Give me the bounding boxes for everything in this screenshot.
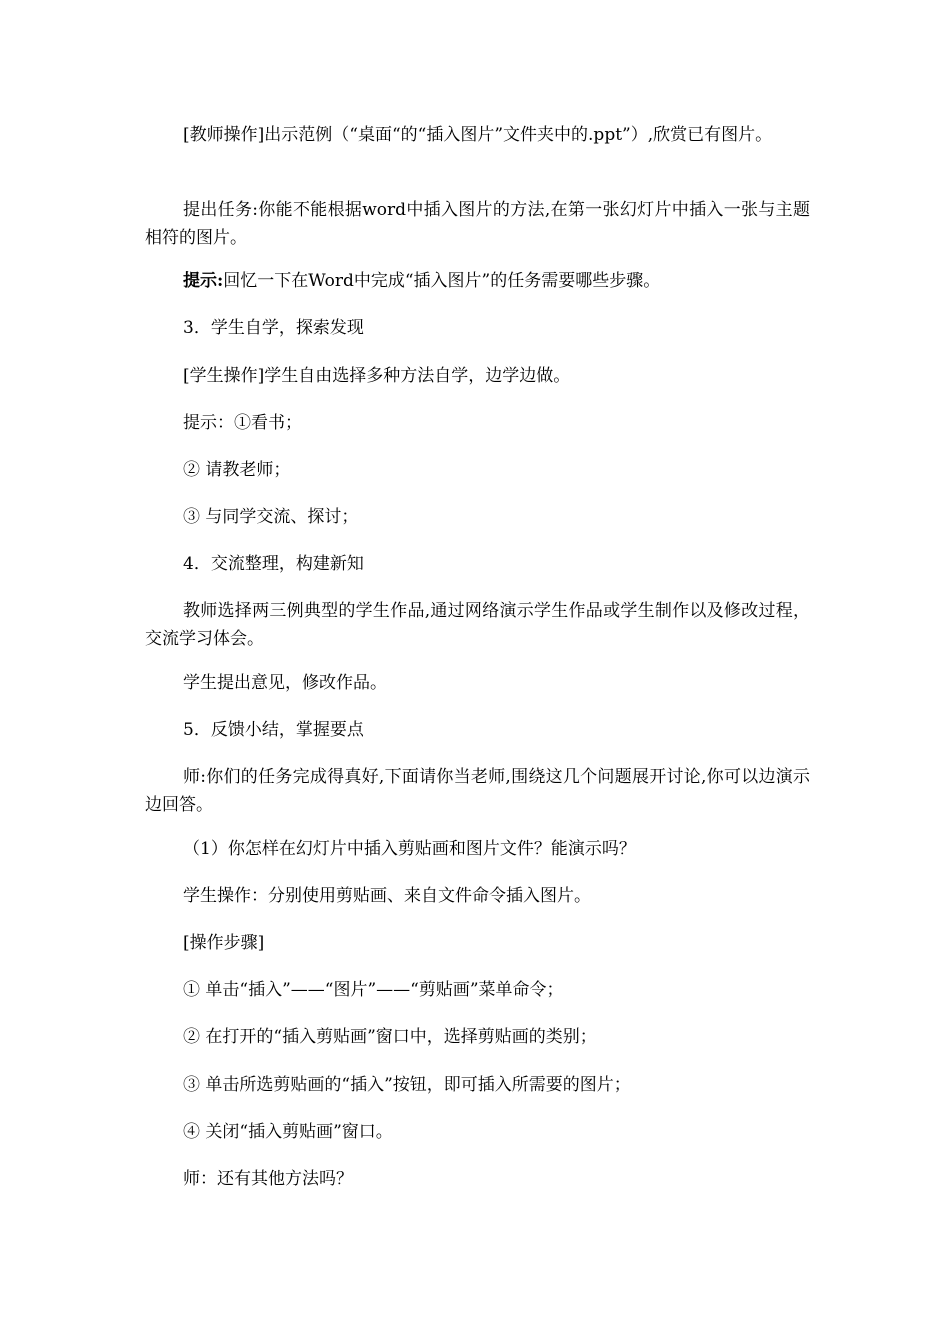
paragraph-student-action: 学生操作：分别使用剪贴画、来自文件命令插入图片。 <box>183 886 591 906</box>
paragraph-student-operation: [学生操作]学生自由选择多种方法自学，边学边做。 <box>183 366 571 386</box>
heading-step-4: 4．交流整理，构建新知 <box>183 554 364 574</box>
paragraph-teacher-operation: [教师操作]出示范例（“桌面“的“插入图片”文件夹中的.ppt”）,欣赏已有图片。 <box>183 125 773 145</box>
paragraph-teacher-question: 师:你们的任务完成得真好,下面请你当老师,围绕这几个问题展开讨论,你可以边演示边回答。 <box>145 767 810 815</box>
paragraph-student-feedback: 学生提出意见，修改作品。 <box>183 673 387 693</box>
paragraph-step-4: ④ 关闭“插入剪贴画”窗口。 <box>183 1122 393 1142</box>
heading-step-5: 5．反馈小结，掌握要点 <box>183 720 364 740</box>
paragraph-hint-book: 提示：①看书； <box>183 413 302 433</box>
paragraph-operation-steps: [操作步骤] <box>183 933 265 953</box>
paragraph-hint <box>145 267 810 295</box>
paragraph-task: 提出任务:你能不能根据word中插入图片的方法,在第一张幻灯片中插入一张与主题相符的图片。 <box>145 200 810 248</box>
paragraph-discuss: ③ 与同学交流、探讨； <box>183 507 359 527</box>
hint-label: 提示: <box>183 271 224 291</box>
paragraph-step-3: ③ 单击所选剪贴画的“插入”按钮，即可插入所需要的图片； <box>183 1075 631 1095</box>
hint-text: 回忆一下在Word中完成“插入图片”的任务需要哪些步骤。 <box>223 271 661 291</box>
paragraph-question-1: （1）你怎样在幻灯片中插入剪贴画和图片文件？能演示吗？ <box>183 839 636 859</box>
heading-step-3: 3．学生自学，探索发现 <box>183 318 364 338</box>
paragraph-step-1: ① 单击“插入”——“图片”——“剪贴画”菜单命令； <box>183 980 564 1000</box>
paragraph-ask-teacher: ② 请教老师； <box>183 460 291 480</box>
paragraph-teacher-select: 教师选择两三例典型的学生作品,通过网络演示学生作品或学生制作以及修改过程，交流学习体会。 <box>145 601 810 649</box>
paragraph-other-methods: 师：还有其他方法吗？ <box>183 1169 353 1189</box>
paragraph-step-2: ② 在打开的“插入剪贴画”窗口中，选择剪贴画的类别； <box>183 1027 597 1047</box>
